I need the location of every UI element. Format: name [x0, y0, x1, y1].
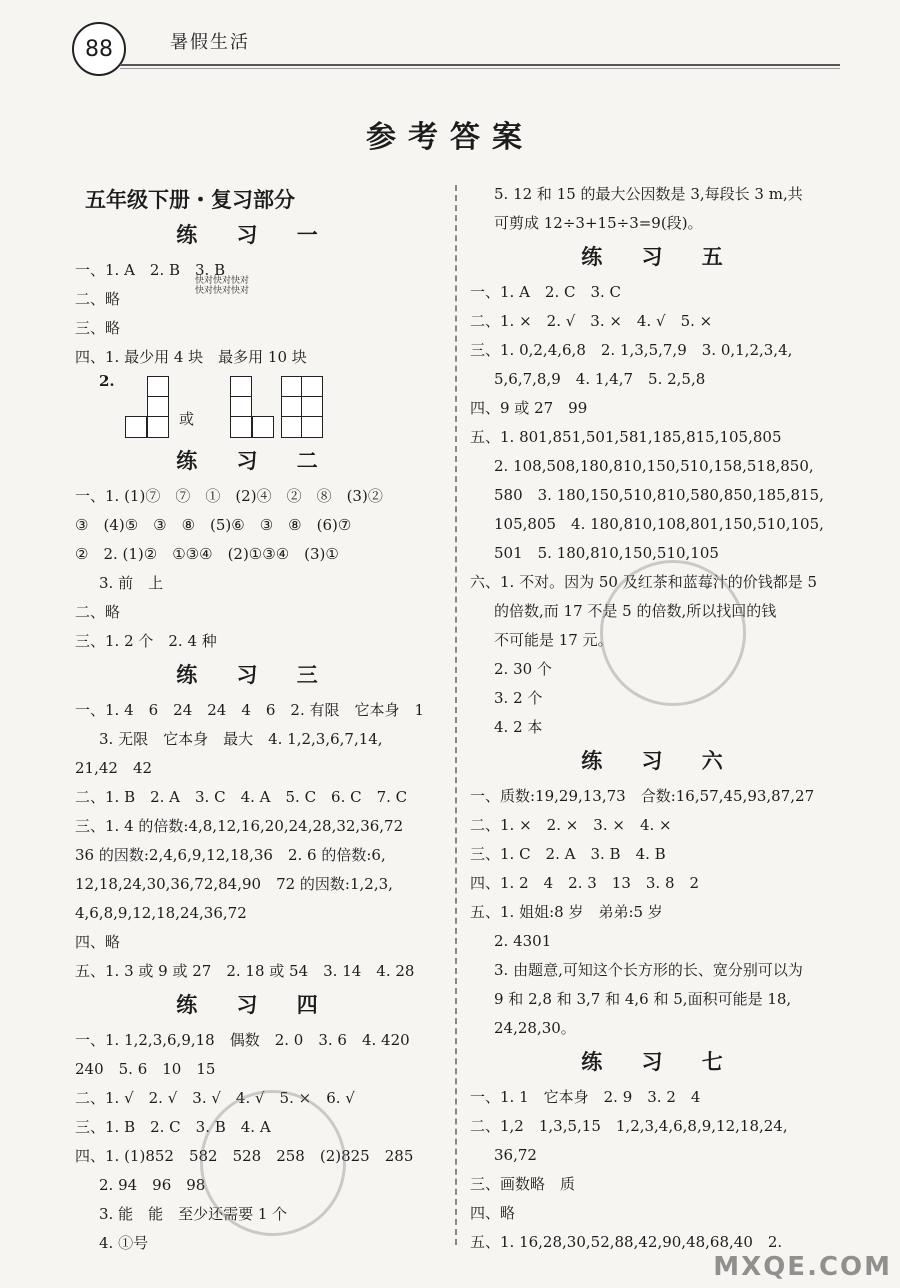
grid-square: [230, 416, 252, 438]
answer-line: ② 2. (1)② ①③④ (2)①③④ (3)①: [75, 545, 339, 563]
handwritten-note: [195, 276, 249, 296]
answer-line: 2. 30 个: [494, 660, 552, 678]
page-number: 88: [72, 22, 126, 76]
answer-line: 105,805 4. 180,810,108,801,150,510,105,: [494, 515, 824, 533]
grid-square: [147, 396, 169, 418]
answer-line: 四、略: [470, 1204, 516, 1222]
answer-line: 五、1. 3 或 9 或 27 2. 18 或 54 3. 14 4. 28: [75, 962, 415, 980]
answer-line: 5,6,7,8,9 4. 1,4,7 5. 2,5,8: [494, 370, 706, 388]
answer-line: 5. 12 和 15 的最大公因数是 3,每段长 3 m,共: [494, 185, 803, 203]
grid-square: [301, 376, 323, 398]
answer-line: 四、9 或 27 99: [470, 399, 588, 417]
answer-line: 二、1. × 2. √ 3. × 4. √ 5. ×: [470, 312, 713, 330]
grid-square: [301, 396, 323, 418]
answer-line: 三、略: [75, 319, 121, 337]
answer-line: 二、略: [75, 603, 121, 621]
grid-square: [230, 396, 252, 418]
header-rule-thin: [120, 68, 840, 69]
answer-line: 三、1. B 2. C 3. B 4. A: [75, 1118, 271, 1136]
right-column: [470, 180, 850, 1257]
grid-square: [147, 376, 169, 398]
answer-line: 9 和 2,8 和 3,7 和 4,6 和 5,面积可能是 18,: [494, 990, 792, 1008]
answer-line: 4. 2 本: [494, 718, 543, 736]
answer-line: 3. 无限 它本身 最大 4. 1,2,3,6,7,14,: [99, 730, 383, 748]
exercise-title: 练 习 六: [581, 748, 739, 773]
exercise-title: 练 习 三: [176, 662, 334, 687]
grid-square: [301, 416, 323, 438]
answer-line: 二、略: [75, 290, 121, 308]
answer-line: 2. 108,508,180,810,150,510,158,518,850,: [494, 457, 814, 475]
answer-line: 21,42 42: [75, 759, 153, 777]
figure-or-text: 或: [179, 410, 195, 428]
answer-line: 五、1. 姐姐:8 岁 弟弟:5 岁: [470, 903, 663, 921]
answer-line: 4. ①号: [99, 1234, 149, 1252]
grid-square: [281, 396, 303, 418]
answer-line: 三、画数略 质: [470, 1175, 576, 1193]
answer-line: 三、1. 4 的倍数:4,8,12,16,20,24,28,32,36,72: [75, 817, 404, 835]
exercise-title: 练 习 七: [581, 1049, 739, 1074]
answer-line: 一、1. A 2. B 3. B: [75, 261, 226, 279]
answer-line: 四、1. 最少用 4 块 最多用 10 块: [75, 348, 307, 366]
answer-line: 四、1. (1)852 582 528 258 (2)825 285: [75, 1147, 414, 1165]
answer-line: 3. 由题意,可知这个长方形的长、宽分别可以为: [494, 961, 803, 979]
answer-line: ③ (4)⑤ ③ ⑧ (5)⑥ ③ ⑧ (6)⑦: [75, 516, 352, 534]
answer-line: 的倍数,而 17 不是 5 的倍数,所以找回的钱: [494, 602, 777, 620]
answer-line: 五、1. 801,851,501,581,185,815,105,805: [470, 428, 782, 446]
answer-line: 一、1. (1)⑦ ⑦ ① (2)④ ② ⑧ (3)②: [75, 487, 383, 505]
answer-line: 一、质数:19,29,13,73 合数:16,57,45,93,87,27: [470, 787, 815, 805]
answer-line: 六、1. 不对。因为 50 及红茶和蓝莓汁的价钱都是 5: [470, 573, 818, 591]
answer-line: 二、1. × 2. × 3. × 4. ×: [470, 816, 672, 834]
answer-line: 2. 94 96 98: [99, 1176, 206, 1194]
answer-line: 一、1. 1 它本身 2. 9 3. 2 4: [470, 1088, 701, 1106]
answer-line: 36,72: [494, 1146, 537, 1164]
grid-square: [281, 376, 303, 398]
answer-line: 不可能是 17 元。: [494, 631, 613, 649]
answer-line: 三、1. 2 个 2. 4 种: [75, 632, 217, 650]
answer-line: 一、1. A 2. C 3. C: [470, 283, 622, 301]
answer-line: 一、1. 4 6 24 24 4 6 2. 有限 它本身 1: [75, 701, 425, 719]
note-line: 快对快对快对: [195, 286, 250, 296]
answer-line: 3. 能 能 至少还需要 1 个: [99, 1205, 288, 1223]
grid-square: [230, 376, 252, 398]
answer-line: 4,6,8,9,12,18,24,36,72: [75, 904, 247, 922]
stamp-mark: [200, 1090, 346, 1236]
section-title: 五年级下册・复习部分: [85, 188, 295, 212]
answer-line: 二、1. B 2. A 3. C 4. A 5. C 6. C 7. C: [75, 788, 408, 806]
grid-square: [147, 416, 169, 438]
answer-line: 三、1. 0,2,4,6,8 2. 1,3,5,7,9 3. 0,1,2,3,4,: [470, 341, 793, 359]
exercise-title: 练 习 四: [176, 992, 334, 1017]
answer-line: 三、1. C 2. A 3. B 4. B: [470, 845, 666, 863]
answer-line: 五、1. 16,28,30,52,88,42,90,48,68,40 2.: [470, 1233, 783, 1251]
answer-line: 12,18,24,30,36,72,84,90 72 的因数:1,2,3,: [75, 875, 393, 893]
answer-line: 36 的因数:2,4,6,9,12,18,36 2. 6 的倍数:6,: [75, 846, 386, 864]
column-divider: [455, 185, 457, 1245]
book-title: 暑假生活: [170, 32, 250, 53]
exercise-title: 练 习 二: [176, 448, 334, 473]
exercise-title: 练 习 一: [176, 222, 334, 247]
header-rule: [120, 64, 840, 66]
answer-line: 可剪成 12÷3+15÷3=9(段)。: [494, 214, 703, 232]
answer-line: 四、略: [75, 933, 121, 951]
answer-line: 501 5. 180,810,150,510,105: [494, 544, 719, 562]
grid-square: [125, 416, 147, 438]
figure-label: 2.: [99, 372, 115, 390]
block-figure: [75, 372, 435, 442]
answer-line: 24,28,30。: [494, 1019, 576, 1037]
page-title: 参考答案: [366, 120, 534, 155]
grid-square: [252, 416, 274, 438]
answer-line: 四、1. 2 4 2. 3 13 3. 8 2: [470, 874, 700, 892]
answer-line: 240 5. 6 10 15: [75, 1060, 216, 1078]
answer-line: 2. 4301: [494, 932, 552, 950]
answer-line: 3. 前 上: [99, 574, 164, 592]
answer-line: 二、1,2 1,3,5,15 1,2,3,4,6,8,9,12,18,24,: [470, 1117, 788, 1135]
watermark-logo: MXQE.COM: [713, 1252, 892, 1282]
answer-line: 580 3. 180,150,510,810,580,850,185,815,: [494, 486, 824, 504]
answer-line: 二、1. √ 2. √ 3. √ 4. √ 5. × 6. √: [75, 1089, 355, 1107]
answer-line: 一、1. 1,2,3,6,9,18 偶数 2. 0 3. 6 4. 420: [75, 1031, 410, 1049]
grid-square: [281, 416, 303, 438]
exercise-title: 练 习 五: [581, 244, 739, 269]
page-header: [72, 14, 840, 74]
answer-line: 3. 2 个: [494, 689, 543, 707]
stamp-mark: [600, 560, 746, 706]
note-line: 快对快对快对: [195, 276, 250, 286]
